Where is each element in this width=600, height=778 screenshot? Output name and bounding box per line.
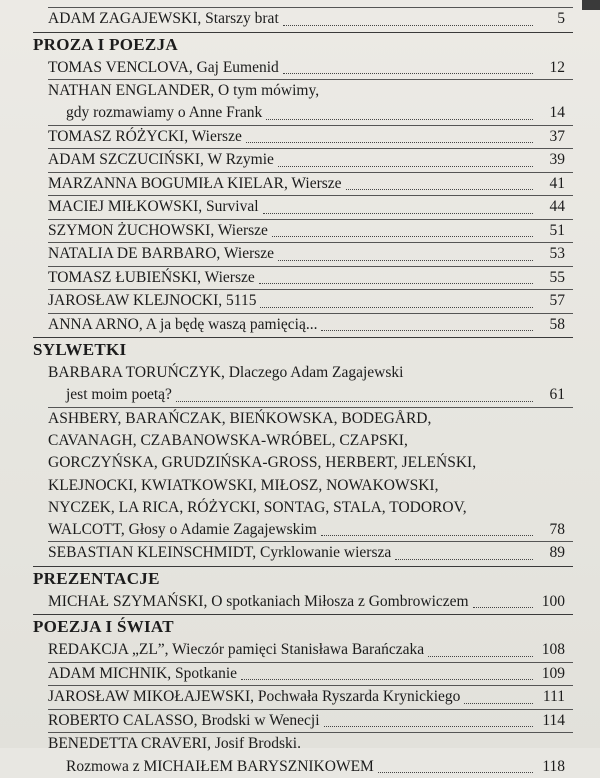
entry-text: gdy rozmawiamy o Anne Frank bbox=[66, 104, 263, 122]
page-number: 12 bbox=[549, 58, 565, 76]
page-number: 61 bbox=[549, 386, 565, 404]
section-title: SYLWETKI bbox=[33, 340, 127, 360]
toc-entry-line bbox=[48, 452, 565, 474]
entry-text: ADAM MICHNIK, Spotkanie bbox=[48, 664, 238, 682]
entry-text: Rozmowa z MICHAIŁEM BARYSZNIKOWEM bbox=[66, 757, 374, 775]
toc-entry-line bbox=[48, 542, 565, 564]
entry-text: jest moim poetą? bbox=[66, 386, 172, 404]
entry-text: JAROSŁAW MIKOŁAJEWSKI, Pochwała Ryszarda Krynickiego bbox=[48, 688, 461, 706]
page-number: 55 bbox=[549, 268, 565, 286]
page-number: 44 bbox=[549, 198, 565, 216]
dot-leader bbox=[272, 236, 533, 237]
page-number: 58 bbox=[549, 315, 565, 333]
dot-leader bbox=[395, 559, 533, 560]
section-rule bbox=[33, 337, 573, 338]
dot-leader bbox=[346, 189, 533, 190]
page-number: 118 bbox=[542, 757, 565, 775]
dot-leader bbox=[321, 330, 533, 331]
toc-entry-line bbox=[48, 243, 565, 265]
toc-entry-line bbox=[48, 314, 565, 336]
dot-leader bbox=[260, 307, 533, 308]
page-number: 109 bbox=[541, 664, 565, 682]
entry-text: BARBARA TORUŃCZYK, Dlaczego Adam Zagajewski bbox=[48, 364, 404, 382]
toc-entry-line bbox=[48, 591, 565, 613]
entry-text: NATHAN ENGLANDER, O tym mówimy, bbox=[48, 82, 320, 99]
toc-entry-line bbox=[48, 710, 565, 732]
toc-entry-line bbox=[48, 519, 565, 541]
dot-leader bbox=[464, 703, 533, 704]
dot-leader bbox=[428, 656, 533, 657]
entry-text: ADAM SZCZUCIŃSKI, W Rzymie bbox=[48, 151, 274, 169]
entry-text: NYCZEK, LA RICA, RÓŻYCKI, SONTAG, STALA, TODOROV, bbox=[48, 498, 467, 516]
toc-entry-line bbox=[48, 639, 565, 661]
entry-text: TOMASZ RÓŻYCKI, Wiersze bbox=[48, 127, 242, 145]
section-rule bbox=[33, 614, 573, 615]
toc-entry-line bbox=[48, 80, 565, 102]
entry-text: GORCZYŃSKA, GRUDZIŃSKA-GROSS, HERBERT, JELEŃSKI, bbox=[48, 454, 477, 472]
dot-leader bbox=[278, 260, 533, 261]
toc-entry-line bbox=[66, 102, 565, 124]
page-number: 108 bbox=[541, 641, 565, 659]
page-number: 111 bbox=[542, 688, 565, 706]
toc-entry-line bbox=[48, 408, 565, 430]
entry-text: TOMASZ ŁUBIEŃSKI, Wiersze bbox=[48, 268, 255, 286]
page-number: 78 bbox=[549, 520, 565, 538]
dot-leader bbox=[266, 119, 533, 120]
entry-text: ASHBERY, BARAŃCZAK, BIEŃKOWSKA, BODEGÅRD, bbox=[48, 409, 432, 427]
toc-entry-line bbox=[48, 663, 565, 685]
dot-leader bbox=[473, 607, 533, 608]
dot-leader bbox=[259, 283, 533, 284]
page-number: 39 bbox=[549, 151, 565, 169]
toc-entry-line bbox=[48, 57, 565, 79]
toc-entry-line bbox=[66, 756, 565, 778]
section-title: PREZENTACJE bbox=[33, 568, 160, 588]
page-number: 57 bbox=[549, 292, 565, 310]
toc-entry-line bbox=[48, 430, 565, 452]
entry-text: JAROSŁAW KLEJNOCKI, 5115 bbox=[48, 292, 257, 310]
entry-text: ROBERTO CALASSO, Brodski w Wenecji bbox=[48, 711, 320, 729]
toc-entry-line bbox=[48, 149, 565, 171]
dot-leader bbox=[321, 535, 533, 536]
entry-text: NATALIA DE BARBARO, Wiersze bbox=[48, 245, 275, 263]
dot-leader bbox=[246, 142, 533, 143]
toc-entry-line bbox=[48, 290, 565, 312]
dot-leader bbox=[324, 726, 533, 727]
entry-text: REDAKCJA „ZL”, Wieczór pamięci Stanisława Barańczaka bbox=[48, 641, 425, 659]
toc-entry-line bbox=[48, 362, 565, 384]
section-title: PROZA I POEZJA bbox=[33, 34, 178, 54]
entry-text: BENEDETTA CRAVERI, Josif Brodski. bbox=[48, 735, 301, 753]
entry-text: TOMAS VENCLOVA, Gaj Eumenid bbox=[48, 58, 279, 76]
entry-text: KLEJNOCKI, KWIATKOWSKI, MIŁOSZ, NOWAKOWSKI, bbox=[48, 476, 439, 494]
entry-text: SEBASTIAN KLEINSCHMIDT, Cyrklowanie wiersza bbox=[48, 544, 392, 562]
page-number: 114 bbox=[542, 711, 565, 729]
page-number: 51 bbox=[549, 221, 565, 239]
page-number: 37 bbox=[549, 127, 565, 145]
entry-text: MARZANNA BOGUMIŁA KIELAR, Wiersze bbox=[48, 174, 342, 192]
section-title: POEZJA I ŚWIAT bbox=[33, 617, 174, 637]
page-number: 5 bbox=[557, 10, 565, 27]
entry-text: MICHAŁ SZYMAŃSKI, O spotkaniach Miłosza z Gombrowiczem bbox=[48, 592, 469, 610]
toc-entry-line bbox=[48, 8, 565, 30]
toc-entry-line bbox=[48, 733, 565, 755]
toc-entry-line bbox=[48, 126, 565, 148]
toc-entry-line bbox=[48, 686, 565, 708]
entry-text: SZYMON ŻUCHOWSKI, Wiersze bbox=[48, 221, 268, 239]
dot-leader bbox=[378, 772, 533, 773]
section-rule bbox=[33, 566, 573, 567]
dot-leader bbox=[278, 166, 533, 167]
toc-entry-line bbox=[48, 497, 565, 519]
page-number: 100 bbox=[541, 592, 565, 610]
page-number: 14 bbox=[549, 104, 565, 122]
section-rule bbox=[33, 32, 573, 33]
page-number: 53 bbox=[549, 245, 565, 263]
entry-text: CAVANAGH, CZABANOWSKA-WRÓBEL, CZAPSKI, bbox=[48, 432, 408, 450]
entry-text: WALCOTT, Głosy o Adamie Zagajewskim bbox=[48, 520, 317, 538]
dot-leader bbox=[263, 213, 533, 214]
toc-entry-line bbox=[48, 196, 565, 218]
dot-leader bbox=[283, 25, 533, 26]
dot-leader bbox=[176, 401, 533, 402]
page-number: 89 bbox=[549, 544, 565, 562]
toc-entry-line bbox=[66, 384, 565, 406]
page-number: 41 bbox=[549, 174, 565, 192]
toc-entry-line bbox=[48, 267, 565, 289]
toc-entry-line bbox=[48, 173, 565, 195]
entry-text: ADAM ZAGAJEWSKI, Starszy brat bbox=[48, 10, 279, 27]
toc-entry-line bbox=[48, 220, 565, 242]
dot-leader bbox=[283, 73, 533, 74]
entry-text: MACIEJ MIŁKOWSKI, Survival bbox=[48, 198, 259, 216]
entry-text: ANNA ARNO, A ja będę waszą pamięcią... bbox=[48, 315, 318, 333]
dot-leader bbox=[241, 679, 533, 680]
toc-entry-line bbox=[48, 475, 565, 497]
page-edge-mark bbox=[582, 0, 600, 10]
